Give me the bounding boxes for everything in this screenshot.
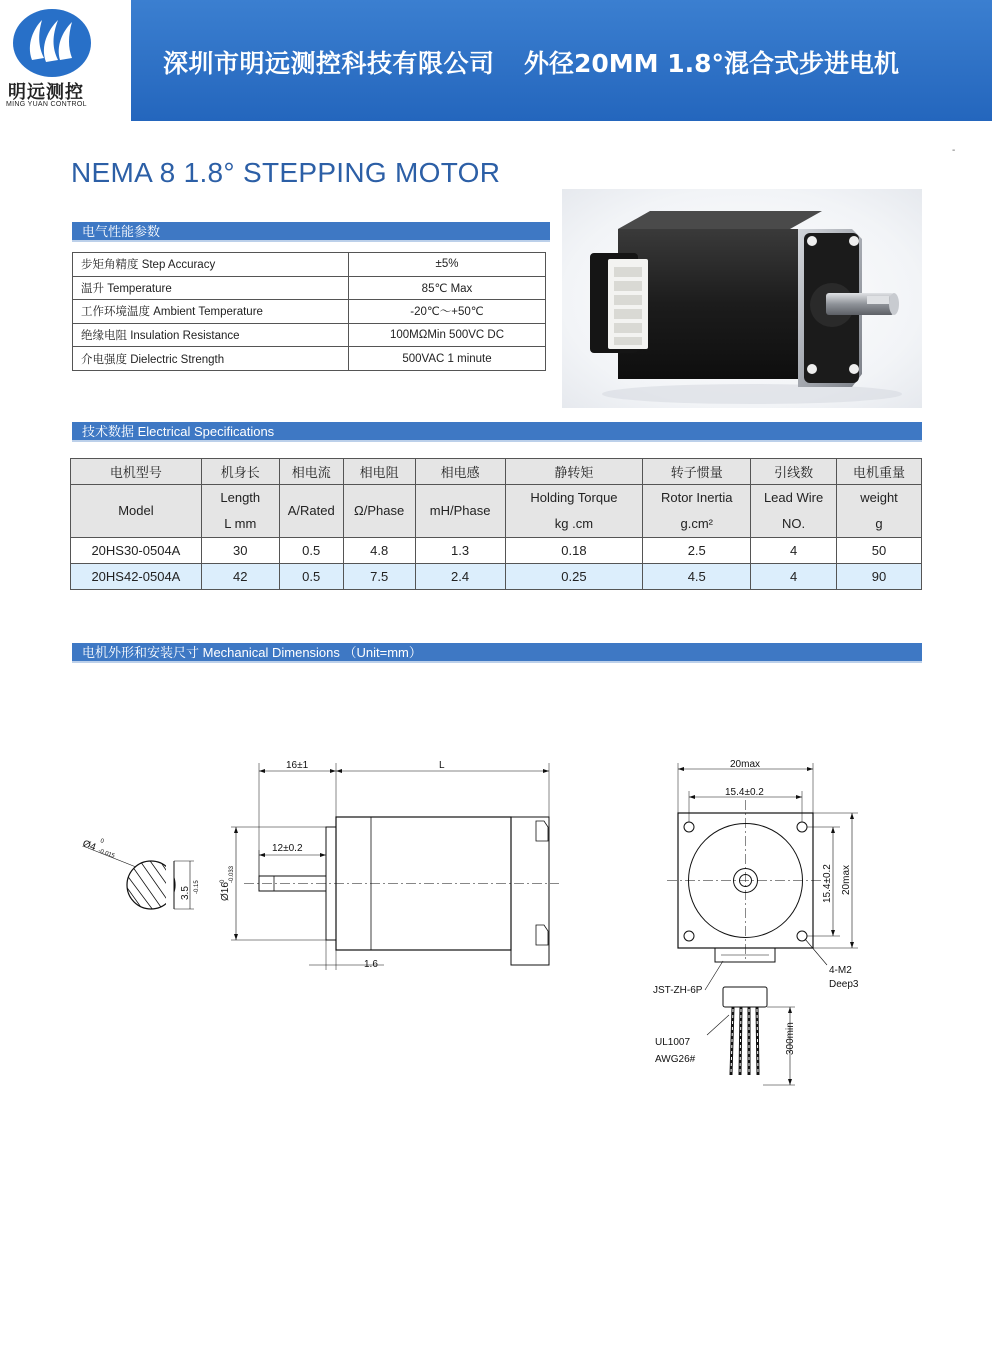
hole-spacing-label: 15.4±0.2 <box>725 787 764 798</box>
header-banner <box>131 0 992 121</box>
table-header-cn <box>71 459 922 485</box>
param-label: 温升 Temperature <box>73 276 349 300</box>
header-cell <box>201 485 279 538</box>
header-cell <box>71 485 202 538</box>
param-label: 工作环境温度 Ambient Temperature <box>73 300 349 324</box>
logo <box>0 0 131 121</box>
table-cell: 0.5 <box>279 564 343 590</box>
page-title: NEMA 8 1.8° STEPPING MOTOR <box>71 157 501 188</box>
electrical-specs-table <box>70 458 922 590</box>
header-line: Rotor Inertia <box>660 490 733 505</box>
table-cell: 4 <box>751 564 837 590</box>
motor-photo <box>562 189 922 408</box>
table-cell: 50 <box>837 538 922 564</box>
connector-label: JST-ZH-6P <box>653 985 703 996</box>
header-cell <box>415 485 505 538</box>
param-value: 100MΩMin 500VC DC <box>349 323 546 347</box>
shaft-length-label: 16±1 <box>286 760 309 771</box>
header-cell: 电机重量 <box>837 459 922 485</box>
param-value: 500VAC 1 minute <box>349 347 546 371</box>
outer-height-label: 20max <box>841 864 852 895</box>
table-cell: 4.8 <box>343 538 415 564</box>
table-cell: 4 <box>751 538 837 564</box>
header-line: g <box>875 516 883 531</box>
wire-gauge-label: AWG26# <box>655 1054 696 1065</box>
logo-text-cn: 明远测控 <box>8 82 84 103</box>
outer-width-label: 20max <box>730 759 761 770</box>
table-cell: 20HS30-0504A <box>71 538 202 564</box>
param-value: ±5% <box>349 253 546 277</box>
flat-length-label: 12±0.2 <box>272 843 303 854</box>
header-line: kg .cm <box>554 516 594 531</box>
corner-mark: - <box>952 145 956 156</box>
header-cell: 转子惯量 <box>643 459 751 485</box>
motor-illustration <box>562 189 922 408</box>
header-line: Ω/Phase <box>354 503 405 518</box>
table-row <box>73 253 546 277</box>
header-cell <box>837 485 922 538</box>
pilot-tol-bottom: -0.033 <box>229 865 235 883</box>
table-cell: 2.5 <box>643 538 751 564</box>
header-cell: 引线数 <box>751 459 837 485</box>
header-cell <box>505 485 643 538</box>
section-mechanical-dimensions: 电机外形和安装尺寸 Mechanical Dimensions （Unit=mm） <box>72 643 922 663</box>
table-cell: 0.18 <box>505 538 643 564</box>
header-line: A/Rated <box>287 503 335 518</box>
mount-holes-label: 4-M2 <box>829 965 852 976</box>
table-cell: 1.3 <box>415 538 505 564</box>
lead-length-label: 300min <box>785 1022 796 1055</box>
header-cell: 相电流 <box>279 459 343 485</box>
header-cell <box>643 485 751 538</box>
table-row <box>73 300 546 324</box>
pilot-tol-top: 0 <box>220 879 226 883</box>
header-cell: 机身长 <box>201 459 279 485</box>
flat-dim-label: 3.5 <box>180 886 191 900</box>
header-line: g.cm² <box>680 516 713 531</box>
header-line: L mm <box>224 516 257 531</box>
side-view-drawing <box>214 755 559 975</box>
table-cell: 2.4 <box>415 564 505 590</box>
header-line: Holding Torque <box>530 490 618 505</box>
logo-text-en: MING YUAN CONTROL <box>6 101 87 108</box>
table-row <box>73 347 546 371</box>
header-cell <box>751 485 837 538</box>
front-view-drawing <box>645 755 865 1090</box>
table-cell: 0.25 <box>505 564 643 590</box>
flat-tol: -0.15 <box>194 880 200 894</box>
header-line: weight <box>860 490 898 505</box>
header-cell <box>343 485 415 538</box>
header-cell: 相电感 <box>415 459 505 485</box>
flange-thickness-label: 1.6 <box>364 959 378 970</box>
pilot-dia-label: Ø16 <box>220 882 231 901</box>
table-row <box>73 323 546 347</box>
header-line: Model <box>118 503 154 518</box>
header-line: NO. <box>782 516 806 531</box>
header-cell: 静转矩 <box>505 459 643 485</box>
shaft-section-drawing <box>78 830 218 920</box>
body-length-label: L <box>439 760 445 771</box>
page-header <box>0 0 992 121</box>
table-row <box>73 276 546 300</box>
shaft-tol-top: 0 <box>99 838 105 846</box>
table-cell: 90 <box>837 564 922 590</box>
product-name: 外径20MM 1.8°混合式步进电机 <box>524 49 900 78</box>
mount-depth-label: Deep3 <box>829 979 859 990</box>
hole-spacing-vertical-label: 15.4±0.2 <box>822 864 833 903</box>
wire-type-label: UL1007 <box>655 1037 691 1048</box>
table-header-en <box>71 485 922 538</box>
table-cell: 7.5 <box>343 564 415 590</box>
table-cell: 20HS42-0504A <box>71 564 202 590</box>
logo-mark-icon <box>12 8 92 78</box>
header-cell: 电机型号 <box>71 459 202 485</box>
param-label: 步矩角精度 Step Accuracy <box>73 253 349 277</box>
shaft-dia-label: Ø4 <box>80 838 98 854</box>
header-line: Length <box>220 490 261 505</box>
param-label: 介电强度 Dielectric Strength <box>73 347 349 371</box>
param-value: -20℃～+50℃ <box>349 300 546 324</box>
table-row <box>71 564 922 590</box>
param-label: 绝缘电阻 Insulation Resistance <box>73 323 349 347</box>
company-name: 深圳市明远测控科技有限公司 <box>163 49 495 78</box>
section-electrical-specs: 技术数据 Electrical Specifications <box>72 422 922 442</box>
header-cell: 相电阻 <box>343 459 415 485</box>
table-cell: 42 <box>201 564 279 590</box>
table-cell: 30 <box>201 538 279 564</box>
table-cell: 0.5 <box>279 538 343 564</box>
electrical-performance-table <box>72 252 546 371</box>
table-cell: 4.5 <box>643 564 751 590</box>
table-row <box>71 538 922 564</box>
param-value: 85℃ Max <box>349 276 546 300</box>
header-line: mH/Phase <box>429 503 491 518</box>
shaft-tol-bottom: -0.015 <box>97 848 116 860</box>
header-cell <box>279 485 343 538</box>
section-electrical-performance: 电气性能参数 <box>72 222 550 242</box>
header-line: Lead Wire <box>763 490 824 505</box>
